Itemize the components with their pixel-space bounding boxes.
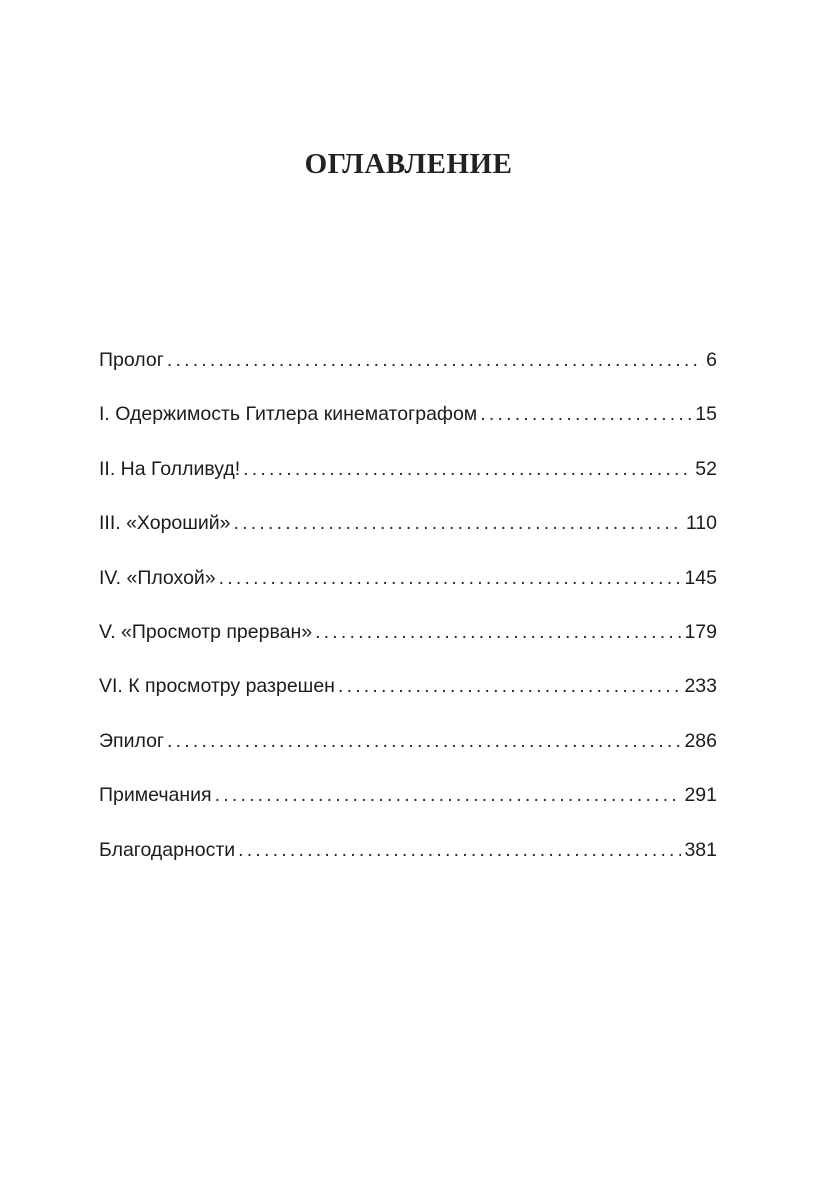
toc-dot-leader [219,567,682,590]
toc-entry [99,730,717,784]
toc-dot-leader [215,784,682,807]
toc-entry-page: 6 [706,349,717,371]
toc-entry [99,839,717,893]
toc-dot-leader [243,458,692,481]
toc-entry-page: 15 [695,403,717,426]
toc-entry [99,784,717,838]
toc-entry [99,675,717,729]
toc-dot-leader [338,675,682,698]
toc-entry-page: 286 [684,729,717,752]
toc-entry-title: IV. «Плохой» [99,566,216,589]
toc-entry [99,567,717,621]
toc-entry-title: VI. К просмотру разрешен [99,675,335,698]
toc-dot-leader [167,349,703,372]
toc-entry-page: 233 [684,675,717,698]
toc-entry-title: III. «Хороший» [99,512,231,535]
table-of-contents [99,349,717,893]
page-title: ОГЛАВЛЕНИЕ [304,148,513,180]
toc-entry-title: Благодарности [99,838,236,861]
toc-entry-page: 291 [684,784,717,807]
toc-entry [99,512,717,566]
toc-dot-leader [167,730,681,753]
toc-dot-leader [238,839,681,862]
toc-entry-page: 381 [684,838,717,861]
toc-entry [99,621,717,675]
toc-entry-title: II. На Голливуд! [99,457,241,480]
toc-entry-title: I. Одержимость Гитлера кинематографом [99,403,478,426]
toc-entry [99,403,717,457]
toc-dot-leader [315,621,681,644]
toc-entry-title: V. «Просмотр прерван» [99,620,313,643]
toc-entry-page: 110 [685,512,717,535]
toc-entry-page: 179 [684,620,717,643]
toc-entry [99,458,717,512]
toc-entry-page: 52 [695,457,717,480]
toc-entry-page: 145 [684,566,717,589]
toc-entry-title: Примечания [99,784,212,807]
toc-entry [99,349,717,403]
toc-entry-title: Эпилог [99,729,165,752]
toc-entry-title: Пролог [99,349,164,371]
toc-dot-leader [480,403,692,426]
toc-dot-leader [234,512,683,535]
